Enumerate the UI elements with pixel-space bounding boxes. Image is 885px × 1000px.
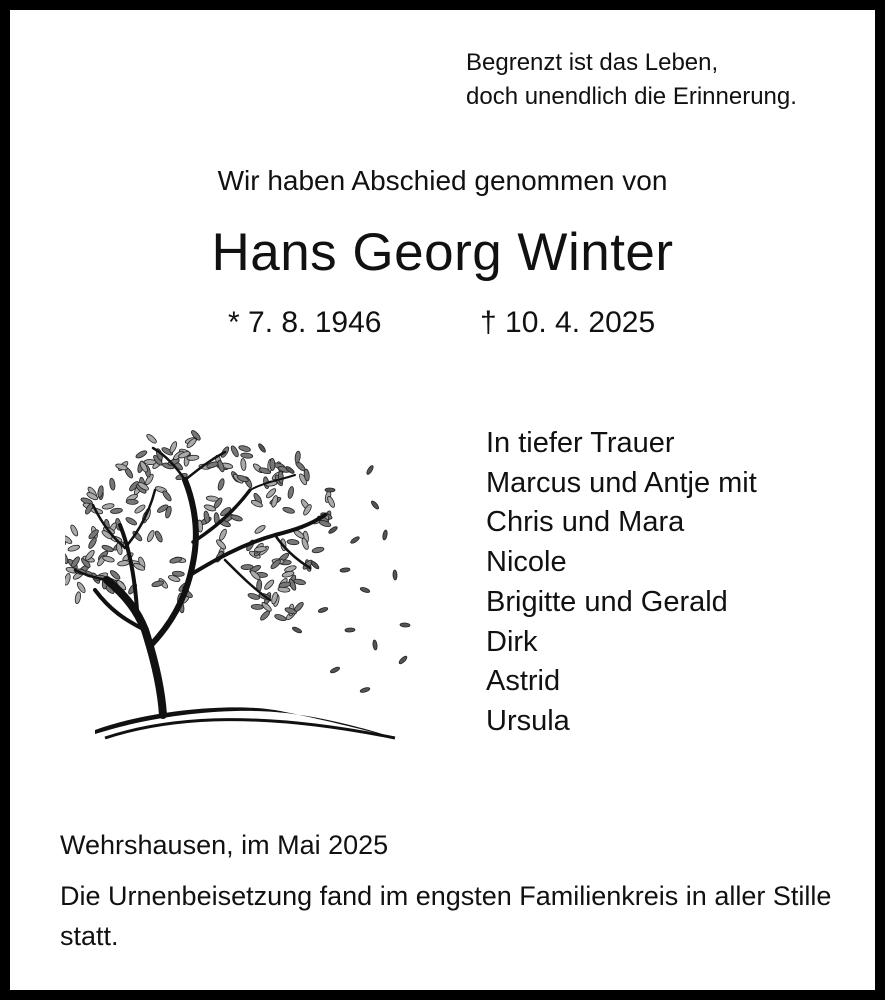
obituary-card xyxy=(10,10,875,990)
mourner-line: Astrid xyxy=(486,665,561,698)
motto-line-1: Begrenzt ist das Leben, xyxy=(466,49,719,76)
deceased-name: Hans Georg Winter xyxy=(211,223,674,282)
mourner-line: Nicole xyxy=(486,546,567,579)
mourner-line: Ursula xyxy=(486,704,570,737)
mourner-line: Chris und Mara xyxy=(486,506,685,539)
place-date: Wehrshausen, im Mai 2025 xyxy=(60,830,389,860)
mourner-line: Dirk xyxy=(486,625,538,658)
intro-text: Wir haben Abschied genommen von xyxy=(217,165,668,196)
birth-date: * 7. 8. 1946 xyxy=(228,306,382,339)
mourner-line: Brigitte und Gerald xyxy=(486,585,728,618)
mourners-list xyxy=(486,424,757,742)
burial-note: Die Urnenbeisetzung fand im engsten Familienkreis in aller Stille statt. xyxy=(60,881,832,951)
death-date: † 10. 4. 2025 xyxy=(480,306,656,339)
tree-with-falling-leaves-icon xyxy=(65,430,415,745)
mourner-line: Marcus und Antje mit xyxy=(486,466,757,499)
motto xyxy=(466,46,797,114)
motto-line-2: doch unendlich die Erinnerung. xyxy=(466,83,797,110)
mourner-line: In tiefer Trauer xyxy=(486,427,675,459)
